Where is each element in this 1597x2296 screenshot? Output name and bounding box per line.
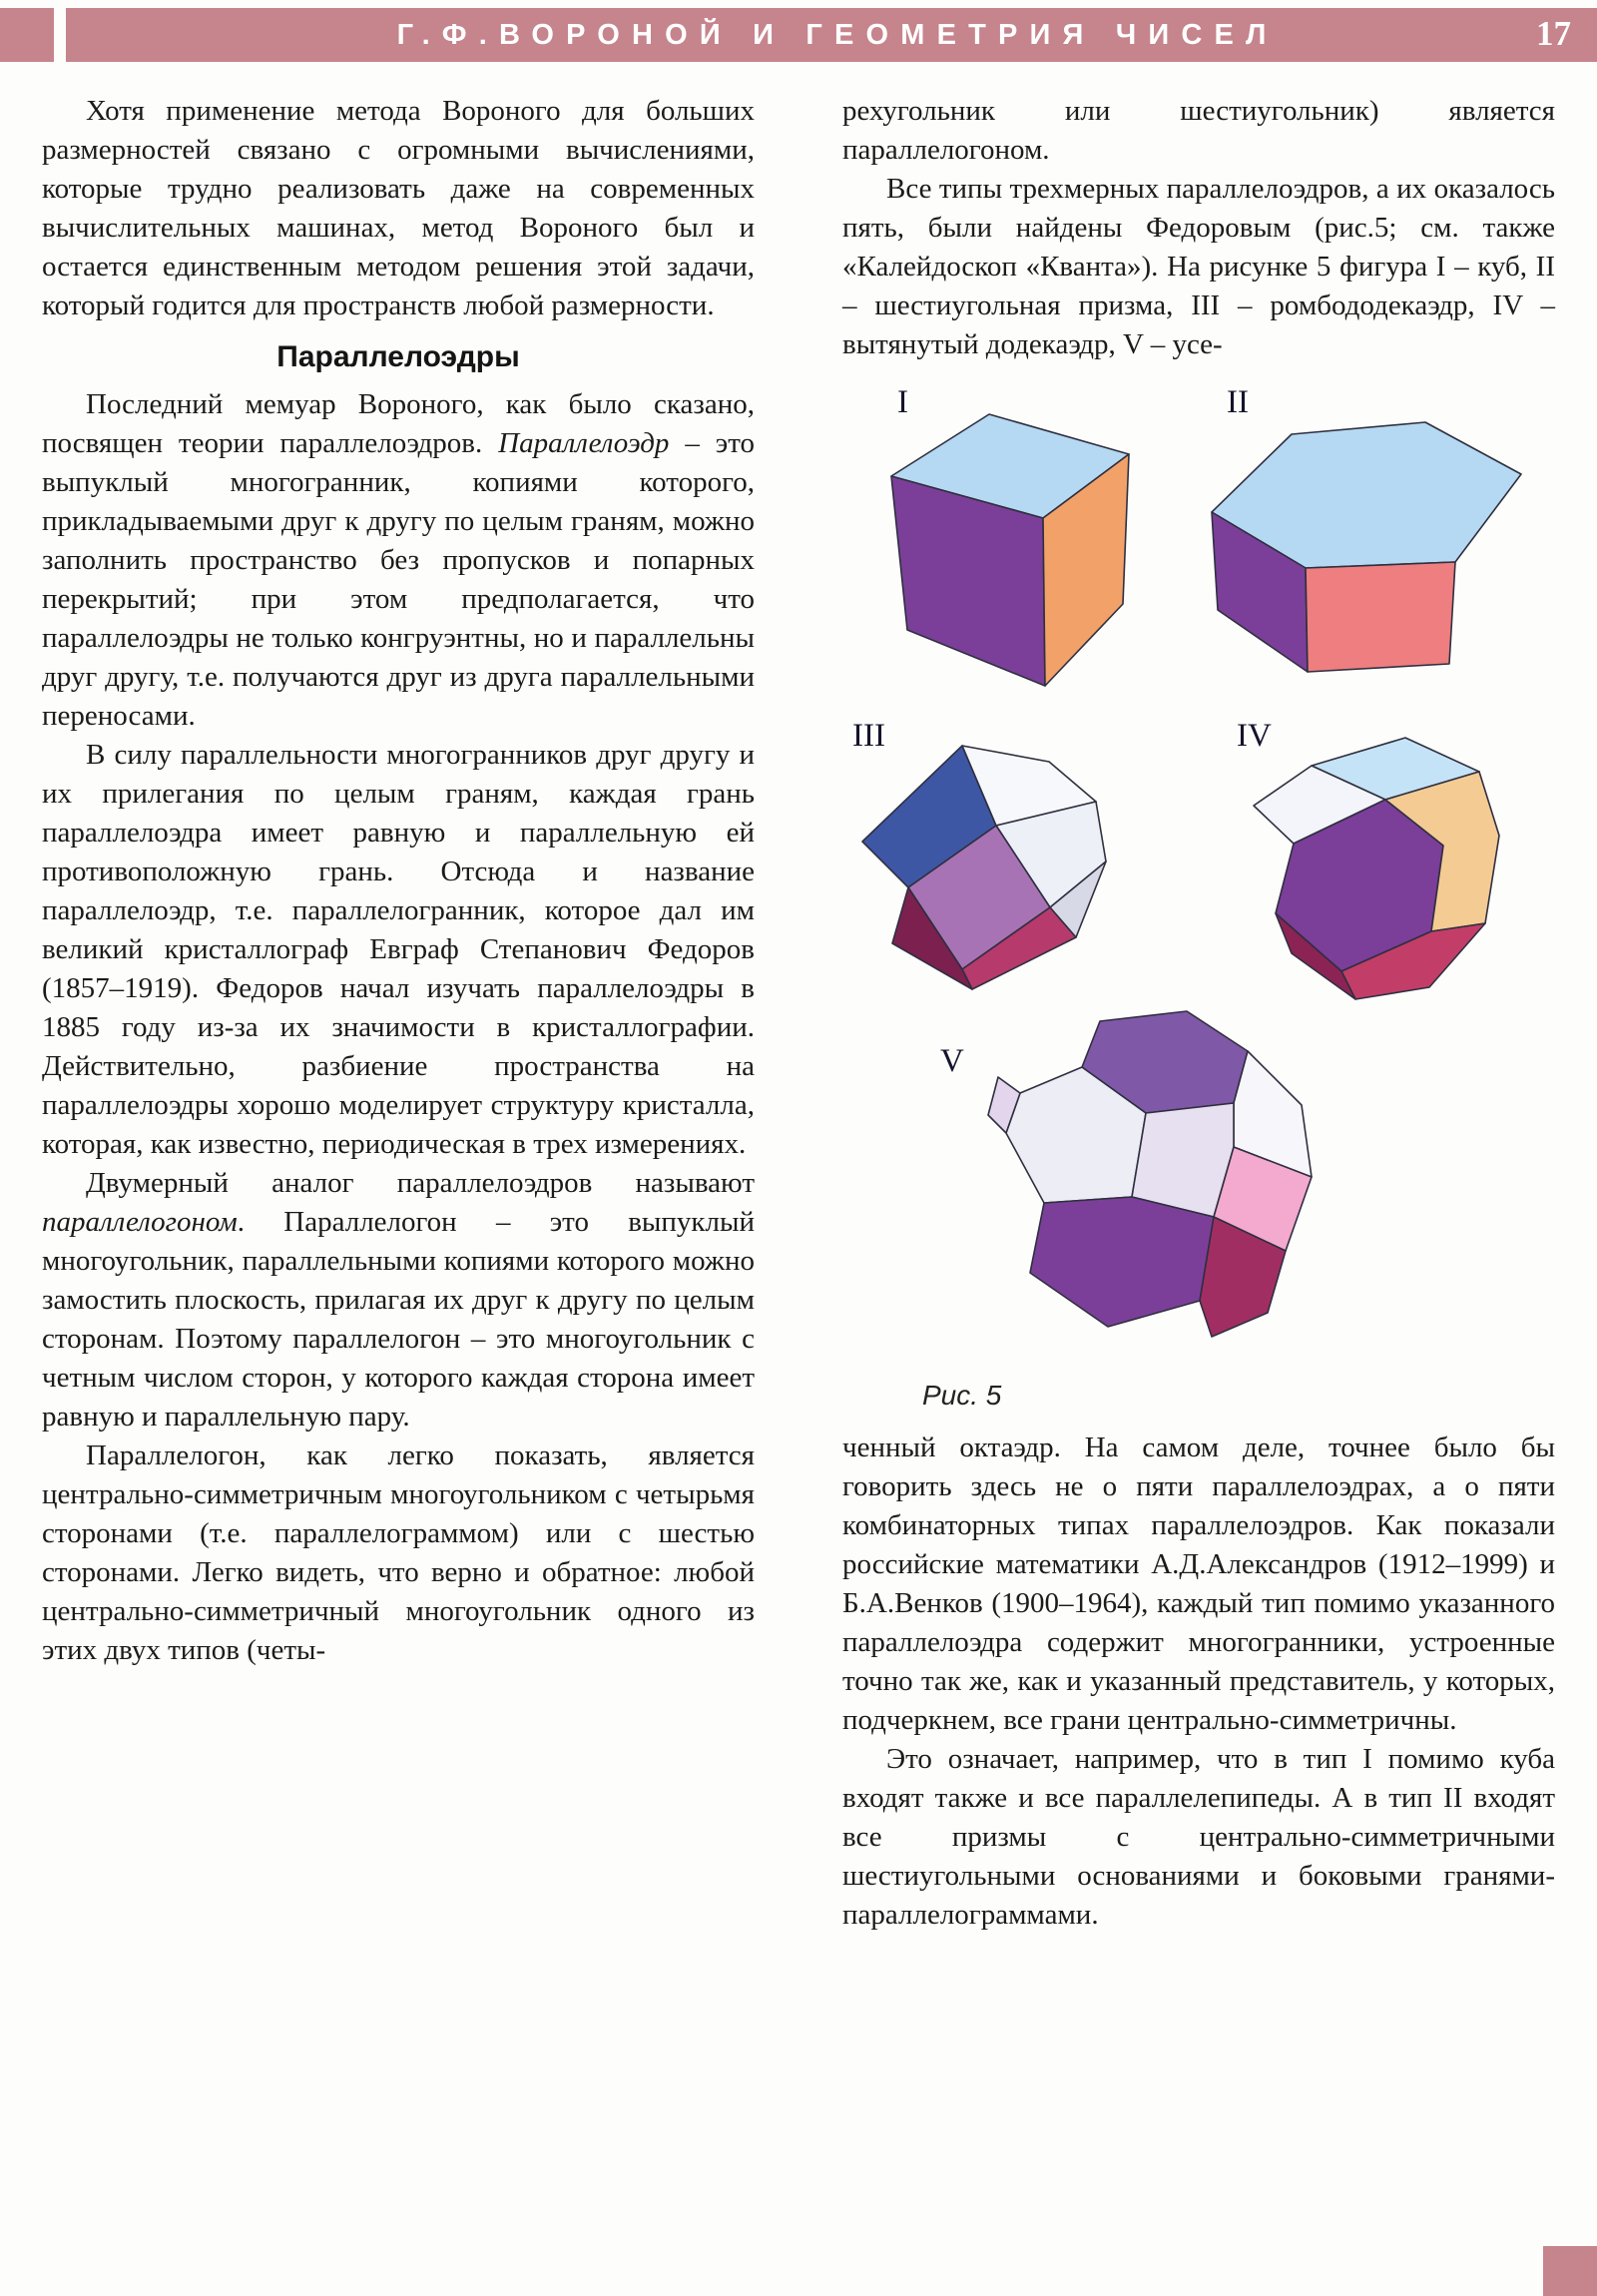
- hexagonal-prism-illustration: [1202, 414, 1536, 679]
- prism-right-face: [1306, 562, 1455, 672]
- truncated-front-hexagon-face: [1030, 1197, 1214, 1327]
- truncated-octahedron-illustration: [982, 1005, 1327, 1350]
- cube-illustration: [877, 404, 1147, 699]
- section-heading: Параллелоэдры: [276, 340, 520, 373]
- paragraph: Все типы трехмерных параллелоэдров, а их оказалось пять, были найдены Федоровым (рис.5; см. также «Калейдоскоп «Кванта»). На рисунке 5 фигура I – куб, II – шестиугольная призма, III – ромбододекаэдр, IV – вытянутый додекаэдр, V – усе-: [842, 173, 1555, 360]
- paragraph: Хотя применение метода Вороного для больших размерностей связано с огромными вычислениями, которые трудно реализовать даже на современных вычислительных машинах, метод Вороного был и остается единственным методом решения этой задачи, который годится для пространств любой размерности.: [42, 95, 755, 321]
- header-accent-square: [0, 8, 54, 62]
- figure-item-label-cube: I: [897, 384, 908, 420]
- page-header: [0, 8, 1597, 62]
- paragraph: рехугольник или шестиугольник) является параллелогоном.: [842, 95, 1555, 166]
- page-number: 17: [1536, 14, 1571, 53]
- paragraph: Это означает, например, что в тип I помимо куба входят также и все параллелепипеды. А в тип II входят все призмы с центрально-симметричными шестиугольными основаниями и боковыми гранями-параллелограммами.: [842, 1743, 1555, 1931]
- footer-accent-square: [1543, 2246, 1597, 2296]
- figure-item-label-elongated-dodecahedron: IV: [1237, 718, 1272, 754]
- header-gap: [54, 8, 66, 62]
- right-column: [842, 92, 1555, 1935]
- paragraph: ченный октаэдр. На самом деле, точнее было бы говорить здесь не о пяти параллелоэдрах, а о пяти комбинаторных типах параллелоэдров. Как показали российские математики А.Д.Александров (1912–1999) и Б.А.Венков (1900–1964), каждый тип помимо указанного параллелоэдра содержит многогранники, устроенные точно так же, как и указанный представитель, у которых, подчеркнем, все грани центрально-симметричны.: [842, 1432, 1555, 1736]
- figure-item-label-truncated-octahedron: V: [940, 1043, 964, 1079]
- elongated-dodecahedron-illustration: [1234, 730, 1523, 1019]
- left-column: [42, 92, 755, 1935]
- paragraph: Последний мемуар Вороного, как было сказано, посвящен теории параллелоэдров. Параллелоэдр – это выпуклый многогранник, копиями которого, прикладываемыми друг к другу по целым граням, можно заполнить пространство без пропусков и попарных перекрытий; при этом предполагается, что параллелоэдры не только конгруэнтны, но и параллельны друг другу, т.е. получаются друг из друга параллельными переносами.: [42, 388, 755, 733]
- header-bar: [66, 8, 1597, 62]
- two-column-body: [42, 92, 1555, 1935]
- paragraph: В силу параллельности многогранников друг другу и их прилегания по целым граням, каждая грань параллелоэдра имеет равную и параллельную ей противоположную грань. Отсюда и название параллелоэдр, т.е. параллелогранник, которое дал им великий кристаллограф Евграф Степанович Федоров (1857–1919). Федоров начал изучать параллелоэдры в 1885 году из-за их значимости в кристаллографии. Действительно, разбиение пространства на параллелоэдры хорошо моделирует структуру кристалла, которая, как известно, периодическая в трех измерениях.: [42, 739, 755, 1161]
- rhombic-dodecahedron-illustration: [844, 738, 1134, 1017]
- paragraph: Параллелогон, как легко показать, является центрально-симметричным многоугольником с четырьмя сторонами (т.е. параллелограммом) или с шестью сторонами. Легко видеть, что верно и обратное: любой центрально-симметричный многоугольник одного из этих двух типов (четы-: [42, 1439, 755, 1667]
- paragraph: Двумерный аналог параллелоэдров называют параллелогоном. Параллелогон – это выпуклый многоугольник, параллельными копиями которого можно замостить плоскость, прилагая их друг к другу по целым сторонам. Поэтому параллелогон – это многоугольник с четным числом сторон, у которого каждая сторона имеет равную и параллельную пару.: [42, 1167, 755, 1434]
- figure-5: [842, 378, 1555, 1423]
- figure-caption: Рис. 5: [922, 1380, 1002, 1411]
- running-head: Г.Ф.ВОРОНОЙ И ГЕОМЕТРИЯ ЧИСЕЛ: [396, 18, 1279, 51]
- figure-item-label-rhombic-dodecahedron: III: [852, 718, 885, 754]
- figure-item-label-hex-prism: II: [1227, 384, 1249, 420]
